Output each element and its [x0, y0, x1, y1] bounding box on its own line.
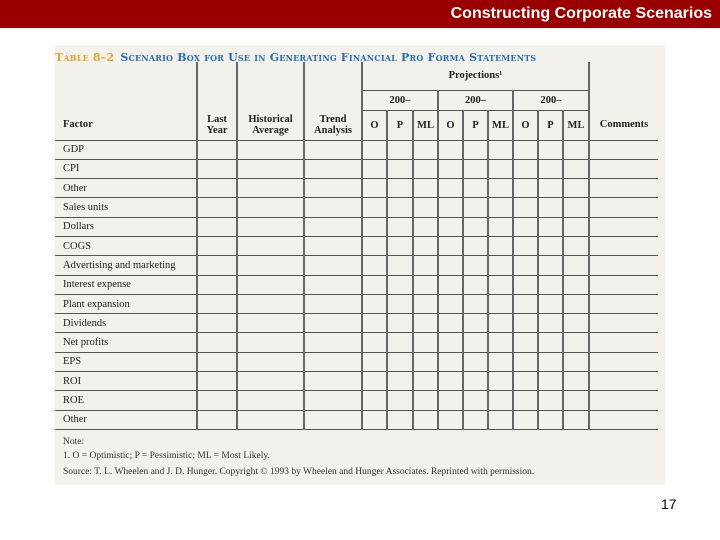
- empty-cell: [387, 391, 413, 410]
- empty-cell: [463, 256, 488, 275]
- empty-cell: [463, 294, 488, 313]
- empty-cell: [538, 372, 563, 391]
- empty-cell: [237, 352, 304, 371]
- empty-cell: [197, 410, 237, 429]
- empty-cell: [538, 410, 563, 429]
- empty-cell: [237, 391, 304, 410]
- empty-cell: [362, 410, 387, 429]
- factor-cell: Plant expansion: [55, 294, 197, 313]
- table-figure: [55, 45, 665, 485]
- comments-header: Comments: [589, 110, 658, 140]
- empty-cell: [197, 314, 237, 333]
- empty-cell: [304, 333, 362, 352]
- empty-cell: [362, 314, 387, 333]
- empty-cell: [488, 352, 513, 371]
- table-title-text: Scenario Box for Use in Generating Financial Pro Forma Statements: [120, 51, 537, 64]
- empty-cell: [589, 391, 658, 410]
- empty-cell: [197, 333, 237, 352]
- table-row: [55, 391, 658, 410]
- empty-cell: [304, 140, 362, 159]
- empty-cell: [589, 333, 658, 352]
- empty-cell: [438, 314, 463, 333]
- empty-cell: [513, 236, 538, 255]
- empty-cell: [513, 294, 538, 313]
- empty-cell: [197, 198, 237, 217]
- empty-cell: [438, 179, 463, 198]
- scenario-subheader: P: [538, 110, 563, 140]
- factor-cell: Sales units: [55, 198, 197, 217]
- empty-cell: [387, 352, 413, 371]
- empty-cell: [589, 256, 658, 275]
- slide-header: [0, 0, 720, 28]
- empty-cell: [438, 217, 463, 236]
- empty-cell: [538, 159, 563, 178]
- empty-cell: [488, 198, 513, 217]
- table-row: [55, 179, 658, 198]
- scenario-subheader: ML: [563, 110, 589, 140]
- empty-cell: [488, 410, 513, 429]
- factor-cell: GDP: [55, 140, 197, 159]
- empty-cell: [513, 410, 538, 429]
- scenario-subheader: O: [438, 110, 463, 140]
- year-header: 200–: [362, 90, 438, 110]
- empty-cell: [197, 256, 237, 275]
- empty-cell: [413, 372, 438, 391]
- empty-cell: [304, 391, 362, 410]
- empty-cell: [387, 410, 413, 429]
- empty-cell: [463, 391, 488, 410]
- table-row: [55, 333, 658, 352]
- empty-cell: [304, 372, 362, 391]
- empty-cell: [387, 275, 413, 294]
- factor-cell: ROI: [55, 372, 197, 391]
- empty-cell: [413, 236, 438, 255]
- note-1: 1. O = Optimistic; P = Pessimistic; ML = Most Likely.: [63, 451, 270, 461]
- empty-cell: [488, 236, 513, 255]
- source-note: Source: T. L. Wheelen and J. D. Hunger. Copyright © 1993 by Wheelen and Hunger Associates. Reprinted with permission.: [63, 467, 535, 477]
- factor-cell: Interest expense: [55, 275, 197, 294]
- empty-cell: [563, 294, 589, 313]
- factor-cell: Dividends: [55, 314, 197, 333]
- empty-cell: [589, 140, 658, 159]
- empty-cell: [413, 333, 438, 352]
- table-row: [55, 236, 658, 255]
- empty-cell: [488, 333, 513, 352]
- empty-cell: [513, 314, 538, 333]
- empty-cell: [387, 333, 413, 352]
- empty-cell: [563, 314, 589, 333]
- year-header: 200–: [438, 90, 513, 110]
- empty-cell: [413, 314, 438, 333]
- table-row: [55, 314, 658, 333]
- empty-cell: [538, 352, 563, 371]
- empty-cell: [513, 352, 538, 371]
- empty-cell: [362, 217, 387, 236]
- factor-cell: Other: [55, 179, 197, 198]
- historical-header: Historical Average: [237, 110, 304, 140]
- scenario-subheader: O: [362, 110, 387, 140]
- empty-cell: [438, 198, 463, 217]
- empty-cell: [197, 159, 237, 178]
- empty-cell: [413, 352, 438, 371]
- empty-cell: [387, 256, 413, 275]
- empty-cell: [197, 294, 237, 313]
- empty-cell: [538, 256, 563, 275]
- empty-cell: [237, 256, 304, 275]
- table-row: [55, 352, 658, 371]
- page-number: 17: [661, 496, 677, 512]
- empty-cell: [563, 159, 589, 178]
- empty-cell: [413, 256, 438, 275]
- empty-cell: [513, 217, 538, 236]
- empty-cell: [538, 179, 563, 198]
- empty-cell: [304, 352, 362, 371]
- empty-cell: [197, 352, 237, 371]
- empty-cell: [387, 217, 413, 236]
- empty-cell: [488, 256, 513, 275]
- empty-cell: [304, 294, 362, 313]
- empty-cell: [589, 314, 658, 333]
- empty-cell: [438, 410, 463, 429]
- empty-cell: [304, 410, 362, 429]
- year-header: 200–: [513, 90, 589, 110]
- scenario-subheader: P: [387, 110, 413, 140]
- empty-cell: [563, 236, 589, 255]
- empty-cell: [304, 256, 362, 275]
- empty-cell: [563, 333, 589, 352]
- empty-cell: [513, 179, 538, 198]
- empty-cell: [463, 179, 488, 198]
- empty-cell: [413, 410, 438, 429]
- empty-cell: [362, 159, 387, 178]
- table-number: Table 8–2: [55, 51, 115, 64]
- empty-cell: [362, 333, 387, 352]
- empty-cell: [304, 217, 362, 236]
- empty-cell: [513, 140, 538, 159]
- empty-cell: [589, 275, 658, 294]
- table-row: [55, 159, 658, 178]
- slide-title: Constructing Corporate Scenarios: [450, 5, 712, 22]
- empty-cell: [589, 179, 658, 198]
- empty-cell: [237, 294, 304, 313]
- empty-cell: [538, 391, 563, 410]
- empty-cell: [513, 256, 538, 275]
- empty-cell: [488, 159, 513, 178]
- projections-header: Projections¹: [362, 62, 589, 90]
- empty-cell: [513, 275, 538, 294]
- empty-cell: [362, 256, 387, 275]
- empty-cell: [463, 410, 488, 429]
- empty-cell: [237, 372, 304, 391]
- empty-cell: [387, 140, 413, 159]
- empty-cell: [488, 294, 513, 313]
- empty-cell: [438, 333, 463, 352]
- empty-cell: [438, 159, 463, 178]
- note-label: Note:: [63, 437, 85, 447]
- empty-cell: [463, 352, 488, 371]
- empty-cell: [513, 159, 538, 178]
- empty-cell: [413, 140, 438, 159]
- empty-cell: [513, 372, 538, 391]
- empty-cell: [463, 159, 488, 178]
- empty-cell: [563, 391, 589, 410]
- empty-cell: [237, 140, 304, 159]
- empty-cell: [538, 333, 563, 352]
- empty-cell: [362, 294, 387, 313]
- empty-cell: [488, 217, 513, 236]
- empty-cell: [463, 333, 488, 352]
- table-row: [55, 140, 658, 159]
- scenario-subheader: ML: [488, 110, 513, 140]
- factor-cell: EPS: [55, 352, 197, 371]
- empty-cell: [362, 198, 387, 217]
- empty-cell: [387, 159, 413, 178]
- empty-cell: [488, 372, 513, 391]
- empty-cell: [304, 275, 362, 294]
- empty-cell: [237, 198, 304, 217]
- empty-cell: [197, 391, 237, 410]
- empty-cell: [513, 391, 538, 410]
- empty-cell: [538, 236, 563, 255]
- empty-cell: [197, 217, 237, 236]
- empty-cell: [362, 275, 387, 294]
- empty-cell: [589, 198, 658, 217]
- scenario-subheader: ML: [413, 110, 438, 140]
- empty-cell: [387, 198, 413, 217]
- factor-cell: Net profits: [55, 333, 197, 352]
- empty-cell: [237, 410, 304, 429]
- table-row: [55, 256, 658, 275]
- empty-cell: [513, 333, 538, 352]
- empty-cell: [563, 410, 589, 429]
- factor-cell: CPI: [55, 159, 197, 178]
- empty-cell: [413, 198, 438, 217]
- empty-cell: [463, 140, 488, 159]
- empty-cell: [362, 352, 387, 371]
- empty-cell: [413, 159, 438, 178]
- empty-cell: [589, 294, 658, 313]
- empty-cell: [463, 372, 488, 391]
- empty-cell: [563, 275, 589, 294]
- factor-cell: Advertising and marketing: [55, 256, 197, 275]
- table-notes: [63, 435, 534, 479]
- empty-cell: [463, 217, 488, 236]
- empty-cell: [304, 236, 362, 255]
- empty-cell: [438, 140, 463, 159]
- empty-cell: [387, 179, 413, 198]
- empty-cell: [438, 391, 463, 410]
- empty-cell: [538, 198, 563, 217]
- empty-cell: [362, 179, 387, 198]
- empty-cell: [563, 179, 589, 198]
- empty-cell: [589, 410, 658, 429]
- empty-cell: [563, 198, 589, 217]
- empty-cell: [513, 198, 538, 217]
- table-row: [55, 198, 658, 217]
- empty-cell: [438, 236, 463, 255]
- empty-cell: [438, 275, 463, 294]
- empty-cell: [589, 236, 658, 255]
- table-row: [55, 217, 658, 236]
- empty-cell: [538, 275, 563, 294]
- empty-cell: [237, 314, 304, 333]
- empty-cell: [387, 372, 413, 391]
- factor-header: Factor: [55, 110, 197, 140]
- empty-cell: [463, 236, 488, 255]
- empty-cell: [538, 140, 563, 159]
- empty-cell: [563, 140, 589, 159]
- empty-cell: [413, 217, 438, 236]
- empty-cell: [488, 275, 513, 294]
- empty-cell: [589, 159, 658, 178]
- empty-cell: [387, 236, 413, 255]
- empty-cell: [197, 179, 237, 198]
- table-row: [55, 372, 658, 391]
- empty-cell: [197, 372, 237, 391]
- empty-cell: [237, 333, 304, 352]
- empty-cell: [563, 217, 589, 236]
- empty-cell: [413, 391, 438, 410]
- factor-cell: ROE: [55, 391, 197, 410]
- empty-cell: [463, 275, 488, 294]
- empty-cell: [538, 294, 563, 313]
- empty-cell: [538, 217, 563, 236]
- empty-cell: [589, 352, 658, 371]
- empty-cell: [304, 314, 362, 333]
- empty-cell: [563, 256, 589, 275]
- empty-cell: [362, 140, 387, 159]
- empty-cell: [589, 372, 658, 391]
- empty-cell: [304, 198, 362, 217]
- empty-cell: [438, 352, 463, 371]
- table-row: [55, 275, 658, 294]
- empty-cell: [488, 140, 513, 159]
- empty-cell: [362, 391, 387, 410]
- empty-cell: [463, 198, 488, 217]
- table-row: [55, 294, 658, 313]
- empty-cell: [563, 352, 589, 371]
- empty-cell: [488, 391, 513, 410]
- scenario-table: [55, 62, 658, 430]
- trend-header: Trend Analysis: [304, 110, 362, 140]
- empty-cell: [438, 372, 463, 391]
- factor-cell: Other: [55, 410, 197, 429]
- scenario-subheader: O: [513, 110, 538, 140]
- empty-cell: [488, 179, 513, 198]
- empty-cell: [413, 294, 438, 313]
- empty-cell: [237, 275, 304, 294]
- empty-cell: [463, 314, 488, 333]
- empty-cell: [387, 314, 413, 333]
- empty-cell: [438, 256, 463, 275]
- empty-cell: [362, 236, 387, 255]
- factor-cell: COGS: [55, 236, 197, 255]
- last-year-header: Last Year: [197, 110, 237, 140]
- table-row: [55, 410, 658, 429]
- empty-cell: [413, 275, 438, 294]
- empty-cell: [237, 179, 304, 198]
- empty-cell: [197, 236, 237, 255]
- empty-cell: [362, 372, 387, 391]
- scenario-subheader: P: [463, 110, 488, 140]
- empty-cell: [538, 314, 563, 333]
- empty-cell: [197, 140, 237, 159]
- empty-cell: [197, 275, 237, 294]
- empty-cell: [488, 314, 513, 333]
- factor-cell: Dollars: [55, 217, 197, 236]
- empty-cell: [304, 159, 362, 178]
- empty-cell: [304, 179, 362, 198]
- empty-cell: [237, 236, 304, 255]
- empty-cell: [438, 294, 463, 313]
- empty-cell: [237, 217, 304, 236]
- empty-cell: [413, 179, 438, 198]
- empty-cell: [563, 372, 589, 391]
- empty-cell: [589, 217, 658, 236]
- empty-cell: [237, 159, 304, 178]
- empty-cell: [387, 294, 413, 313]
